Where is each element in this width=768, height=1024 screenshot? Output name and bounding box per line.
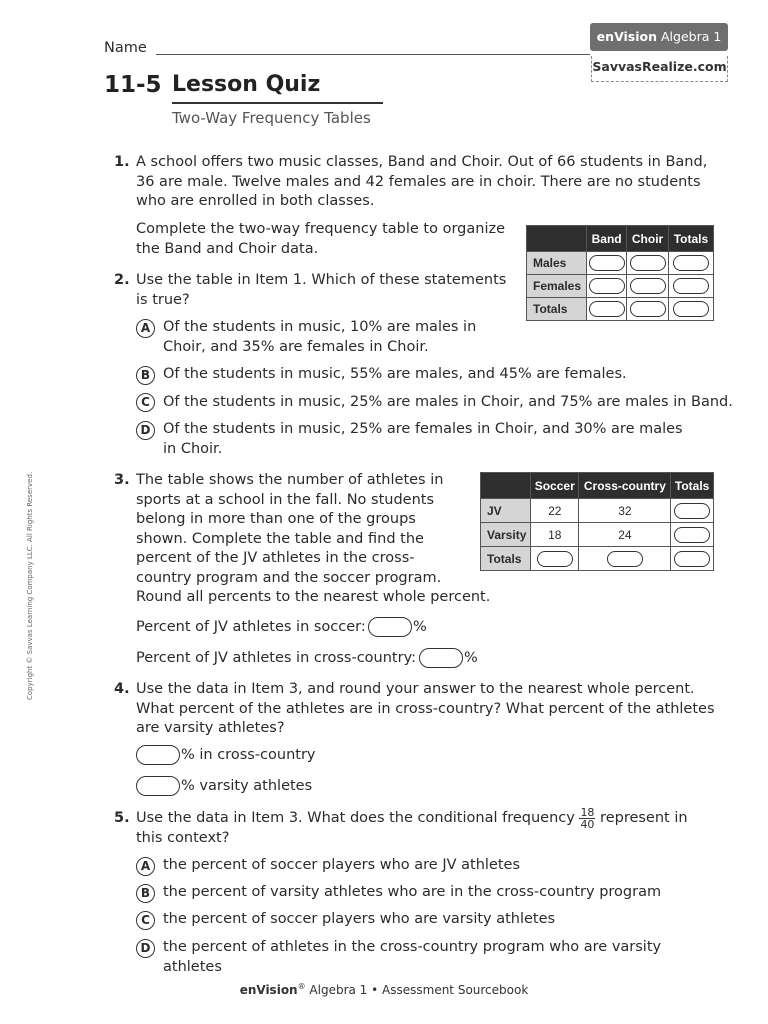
table-cell: 22 (531, 499, 579, 523)
option-line: in Choir. (163, 440, 223, 457)
question-line: country program and the soccer program. (136, 569, 442, 586)
question-line: is true? (136, 291, 190, 308)
column-header: Soccer (531, 473, 579, 499)
question-instruction (136, 220, 505, 259)
percent-sign: % (413, 619, 427, 635)
music-frequency-table (526, 225, 714, 321)
option-text: the percent of soccer players who are JV athletes (163, 857, 521, 873)
realize-link[interactable]: SavvasRealize.com (591, 56, 728, 82)
question-line: are varsity athletes? (136, 720, 285, 736)
option-b-bubble[interactable]: B (136, 884, 155, 903)
option-text (163, 420, 683, 459)
name-input-line[interactable] (156, 54, 590, 55)
option-text: Of the students in music, 25% are males in Choir, and 75% are males in Band. (163, 394, 733, 410)
question-line: A school offers two music classes, Band and Choir. Out of 66 students in Band, (136, 154, 708, 170)
q3-answer-line-soccer (136, 618, 366, 638)
column-header: Band (587, 226, 627, 252)
question-text (136, 804, 688, 832)
answer-blank[interactable] (673, 301, 709, 317)
row-header: JV (481, 499, 531, 523)
question-line: sports at a school in the fall. No students (136, 491, 435, 508)
column-header: Cross-country (579, 473, 671, 499)
fraction-denominator: 40 (580, 817, 595, 831)
answer-blank-cross-country[interactable] (419, 648, 463, 668)
answer-blank[interactable] (673, 255, 709, 271)
question-number: 1. (114, 154, 130, 170)
question-line: the Band and Choir data. (136, 240, 319, 257)
option-text (163, 938, 661, 977)
option-a-bubble[interactable]: A (136, 857, 155, 876)
row-header: Varsity (481, 523, 531, 547)
question-line: What percent of the athletes are in cross-country? What percent of the athletes (136, 700, 715, 717)
column-header: Totals (671, 473, 714, 499)
row-header: Males (527, 252, 587, 275)
name-label: Name (104, 40, 147, 56)
question-line: belong in more than one of the groups (136, 511, 416, 527)
question-line: 36 are male. Twelve males and 42 females are in choir. There are no students (136, 173, 701, 190)
footer-brand: enVision (239, 983, 298, 997)
answer-blank[interactable] (674, 503, 710, 519)
answer-blank-cross-country-percent[interactable] (136, 745, 180, 765)
option-d-bubble[interactable]: D (136, 939, 155, 958)
option-b-bubble[interactable]: B (136, 366, 155, 385)
q3-answer-line-cross-country (136, 649, 416, 669)
row-header: Totals (481, 547, 531, 571)
question-number: 4. (114, 681, 130, 697)
question-number: 5. (114, 810, 130, 826)
question-text (136, 471, 490, 608)
row-header: Females (527, 275, 587, 298)
lesson-subtitle: Two-Way Frequency Tables (172, 109, 371, 127)
question-line: percent of the JV athletes in the cross- (136, 550, 415, 566)
brand-product: Algebra 1 (661, 29, 722, 44)
page-footer (0, 982, 768, 997)
question-number: 3. (114, 472, 130, 488)
title-underline (172, 102, 383, 104)
lesson-number: 11-5 (104, 72, 162, 98)
question-line: Use the data in Item 3. What does the conditional frequency (136, 810, 575, 826)
percent-sign: % (464, 650, 478, 666)
option-text: the percent of varsity athletes who are in the cross-country program (163, 884, 662, 900)
question-number: 2. (114, 272, 130, 288)
question-line: The table shows the number of athletes in (136, 472, 444, 488)
option-a-bubble[interactable]: A (136, 319, 155, 338)
answer-blank[interactable] (589, 255, 625, 271)
brand-vision: Vision (614, 29, 658, 44)
option-line: Choir, and 35% are females in Choir. (163, 338, 429, 355)
question-text (136, 153, 707, 212)
table-corner (527, 226, 587, 252)
answer-blank[interactable] (674, 527, 710, 543)
question-text (136, 680, 715, 739)
row-header: Totals (527, 298, 587, 321)
table-cell: 24 (579, 523, 671, 547)
option-d-bubble[interactable]: D (136, 421, 155, 440)
table-corner (481, 473, 531, 499)
fraction-numerator: 18 (580, 805, 595, 819)
answer-blank[interactable] (589, 278, 625, 294)
brand-badge (590, 23, 728, 51)
option-line: Of the students in music, 25% are females in Choir, and 30% are males (163, 421, 683, 437)
option-line: the percent of athletes in the cross-country program who are varsity (163, 939, 662, 955)
question-line: this context? (136, 830, 230, 846)
option-line: Of the students in music, 10% are males in (163, 319, 477, 335)
question-line: Use the table in Item 1. Which of these statements (136, 272, 507, 288)
answer-blank-varsity-percent[interactable] (136, 776, 180, 796)
answer-blank[interactable] (537, 551, 573, 567)
copyright-notice: Copyright © Savvas Learning Company LLC. All Rights Reserved. (26, 471, 34, 700)
answer-blank[interactable] (674, 551, 710, 567)
question-text (136, 271, 506, 310)
answer-blank[interactable] (630, 278, 666, 294)
option-text: the percent of soccer players who are varsity athletes (163, 911, 556, 927)
option-c-bubble[interactable]: C (136, 911, 155, 930)
answer-blank[interactable] (630, 255, 666, 271)
column-header: Totals (668, 226, 713, 252)
answer-prompt: Percent of JV athletes in soccer: (136, 619, 366, 635)
answer-blank-soccer[interactable] (368, 617, 412, 637)
question-line: Use the data in Item 3, and round your answer to the nearest whole percent. (136, 681, 695, 697)
athletes-frequency-table (480, 472, 714, 571)
option-c-bubble[interactable]: C (136, 393, 155, 412)
lesson-title: Lesson Quiz (172, 72, 321, 97)
answer-suffix: % varsity athletes (181, 778, 313, 794)
answer-prompt: Percent of JV athletes in cross-country: (136, 650, 416, 666)
question-line: represent in (600, 810, 688, 826)
footer-text: Algebra 1 • Assessment Sourcebook (305, 983, 529, 997)
question-line: who are enrolled in both classes. (136, 193, 375, 209)
option-line: athletes (163, 958, 222, 975)
answer-blank[interactable] (589, 301, 625, 317)
option-text: Of the students in music, 55% are males, and 45% are females. (163, 366, 627, 382)
question-line: Complete the two-way frequency table to organize (136, 221, 505, 237)
table-cell: 18 (531, 523, 579, 547)
footer-registered: ® (297, 982, 306, 991)
option-text (163, 318, 476, 357)
question-line: Round all percents to the nearest whole percent. (136, 589, 491, 605)
question-line: shown. Complete the table and find the (136, 530, 424, 547)
answer-blank[interactable] (673, 278, 709, 294)
answer-blank[interactable] (630, 301, 666, 317)
answer-blank[interactable] (607, 551, 643, 567)
answer-suffix: % in cross-country (181, 747, 316, 763)
table-cell: 32 (579, 499, 671, 523)
brand-en: en (596, 29, 615, 44)
column-header: Choir (627, 226, 669, 252)
fraction-18-40 (579, 807, 595, 830)
